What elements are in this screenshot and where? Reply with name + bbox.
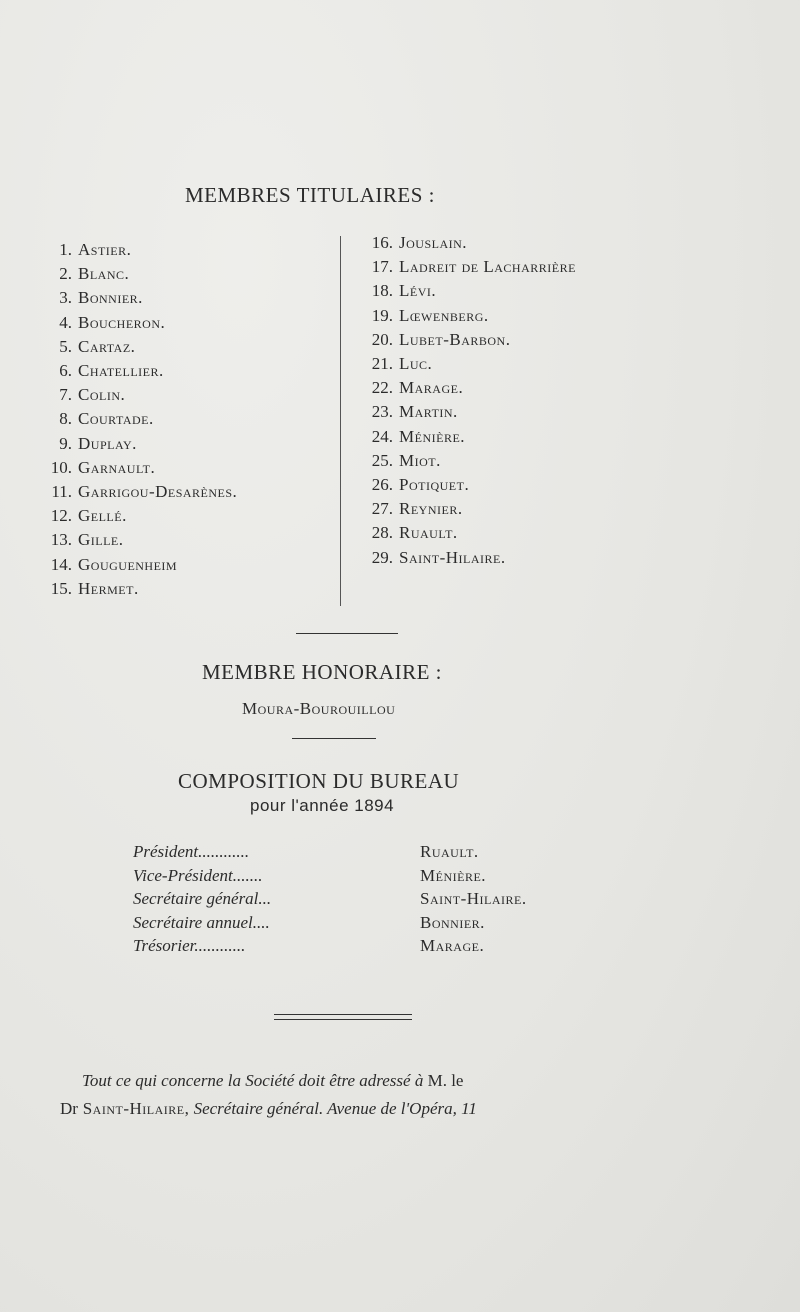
member-name: Lubet-Barbon. bbox=[399, 329, 511, 349]
bureau-role: Vice-Président....... bbox=[133, 865, 263, 885]
member-number: 21. bbox=[371, 354, 393, 373]
note-line-1-italic: Tout ce qui concerne la Société doit être adressé à bbox=[82, 1071, 424, 1090]
member-number: 6. bbox=[59, 361, 72, 380]
separator-rule-2 bbox=[292, 738, 376, 739]
member-name: Garrigou-Desarènes. bbox=[78, 482, 238, 501]
heading-membre-honoraire: MEMBRE HONORAIRE : bbox=[202, 660, 443, 684]
member-number: 4. bbox=[59, 312, 72, 332]
member-name: Hermet. bbox=[78, 578, 139, 598]
member-name: Miot. bbox=[399, 450, 441, 470]
member-number: 15. bbox=[50, 578, 72, 598]
bureau-role: Secrétaire général... bbox=[133, 889, 272, 908]
member-name: Astier. bbox=[78, 240, 132, 259]
note-line-2-italic: Secrétaire général. Avenue de l'Opéra, 11 bbox=[189, 1099, 477, 1118]
member-name: Ladreit de Lacharrière bbox=[399, 257, 576, 277]
member-number: 16. bbox=[371, 233, 393, 252]
member-name: Boucheron. bbox=[78, 312, 166, 332]
member-number: 11. bbox=[51, 482, 72, 501]
column-divider bbox=[340, 236, 341, 606]
double-rule-bottom bbox=[274, 1019, 412, 1020]
member-number: 25. bbox=[371, 450, 393, 470]
member-number: 19. bbox=[371, 305, 393, 325]
member-name: Luc. bbox=[399, 354, 433, 373]
bureau-name: Marage. bbox=[420, 936, 485, 955]
member-name: Gouguenheim bbox=[78, 554, 178, 574]
member-number: 17. bbox=[371, 257, 393, 277]
note-name: Saint-Hilaire, bbox=[77, 1099, 190, 1118]
honoraire-name: Moura-Bourouillou bbox=[242, 699, 396, 718]
member-name: Ménière. bbox=[399, 426, 466, 446]
bureau-name: Saint-Hilaire. bbox=[420, 889, 527, 908]
member-name: Saint-Hilaire. bbox=[399, 547, 506, 567]
member-name: Colin. bbox=[78, 385, 126, 405]
member-name: Ruault. bbox=[399, 523, 458, 543]
member-number: 9. bbox=[59, 433, 72, 453]
member-name: Lévi. bbox=[399, 281, 437, 301]
separator-rule-1 bbox=[296, 633, 398, 634]
member-number: 12. bbox=[50, 506, 72, 526]
note-line-1-roman: M. le bbox=[423, 1071, 464, 1090]
member-name: Marage. bbox=[399, 378, 464, 398]
member-name: Potiquet. bbox=[399, 475, 470, 494]
member-name: Chatellier. bbox=[78, 361, 164, 380]
member-number: 7. bbox=[59, 385, 72, 405]
member-number: 28. bbox=[371, 523, 393, 543]
member-number: 8. bbox=[59, 409, 72, 429]
member-number: 22. bbox=[371, 378, 393, 398]
bureau-role: Président............ bbox=[133, 842, 250, 861]
member-name: Bonnier. bbox=[78, 288, 143, 308]
bureau-year: pour l'année 1894 bbox=[250, 796, 395, 815]
note-line-1 bbox=[82, 1071, 463, 1091]
bureau-name: Ménière. bbox=[420, 865, 487, 885]
member-number: 20. bbox=[371, 329, 393, 349]
member-name: Reynier. bbox=[399, 499, 463, 519]
heading-membres-titulaires: MEMBRES TITULAIRES : bbox=[185, 183, 435, 207]
member-number: 23. bbox=[371, 402, 393, 422]
bureau-name: Bonnier. bbox=[420, 912, 485, 932]
member-number: 5. bbox=[59, 336, 72, 356]
member-number: 1. bbox=[59, 240, 72, 259]
member-number: 2. bbox=[59, 264, 72, 284]
note-line-2 bbox=[60, 1099, 477, 1119]
member-name: Martin. bbox=[399, 402, 458, 422]
member-name: Cartaz. bbox=[78, 336, 136, 356]
member-name: Jouslain. bbox=[399, 233, 468, 252]
member-number: 29. bbox=[371, 547, 393, 567]
member-number: 3. bbox=[59, 288, 72, 308]
double-rule-top bbox=[274, 1014, 412, 1015]
member-name: Gellé. bbox=[78, 506, 127, 526]
member-number: 13. bbox=[50, 530, 72, 550]
member-number: 24. bbox=[371, 426, 393, 446]
bureau-role: Secrétaire annuel.... bbox=[133, 912, 270, 932]
member-name: Blanc. bbox=[78, 264, 130, 284]
member-name: Gille. bbox=[78, 530, 124, 550]
member-name: Courtade. bbox=[78, 409, 154, 429]
member-name: Lœwenberg. bbox=[399, 305, 489, 325]
member-number: 26. bbox=[371, 475, 393, 494]
member-name: Duplay. bbox=[78, 433, 137, 453]
member-number: 18. bbox=[371, 281, 393, 301]
member-number: 14. bbox=[50, 554, 72, 574]
member-name: Garnault. bbox=[78, 457, 156, 477]
member-number: 10. bbox=[50, 457, 72, 477]
bureau-role: Trésorier............ bbox=[133, 936, 246, 955]
note-dr: Dr bbox=[60, 1099, 78, 1118]
bureau-name: Ruault. bbox=[420, 842, 479, 861]
heading-composition-bureau: COMPOSITION DU BUREAU bbox=[178, 769, 460, 793]
member-number: 27. bbox=[371, 499, 393, 519]
